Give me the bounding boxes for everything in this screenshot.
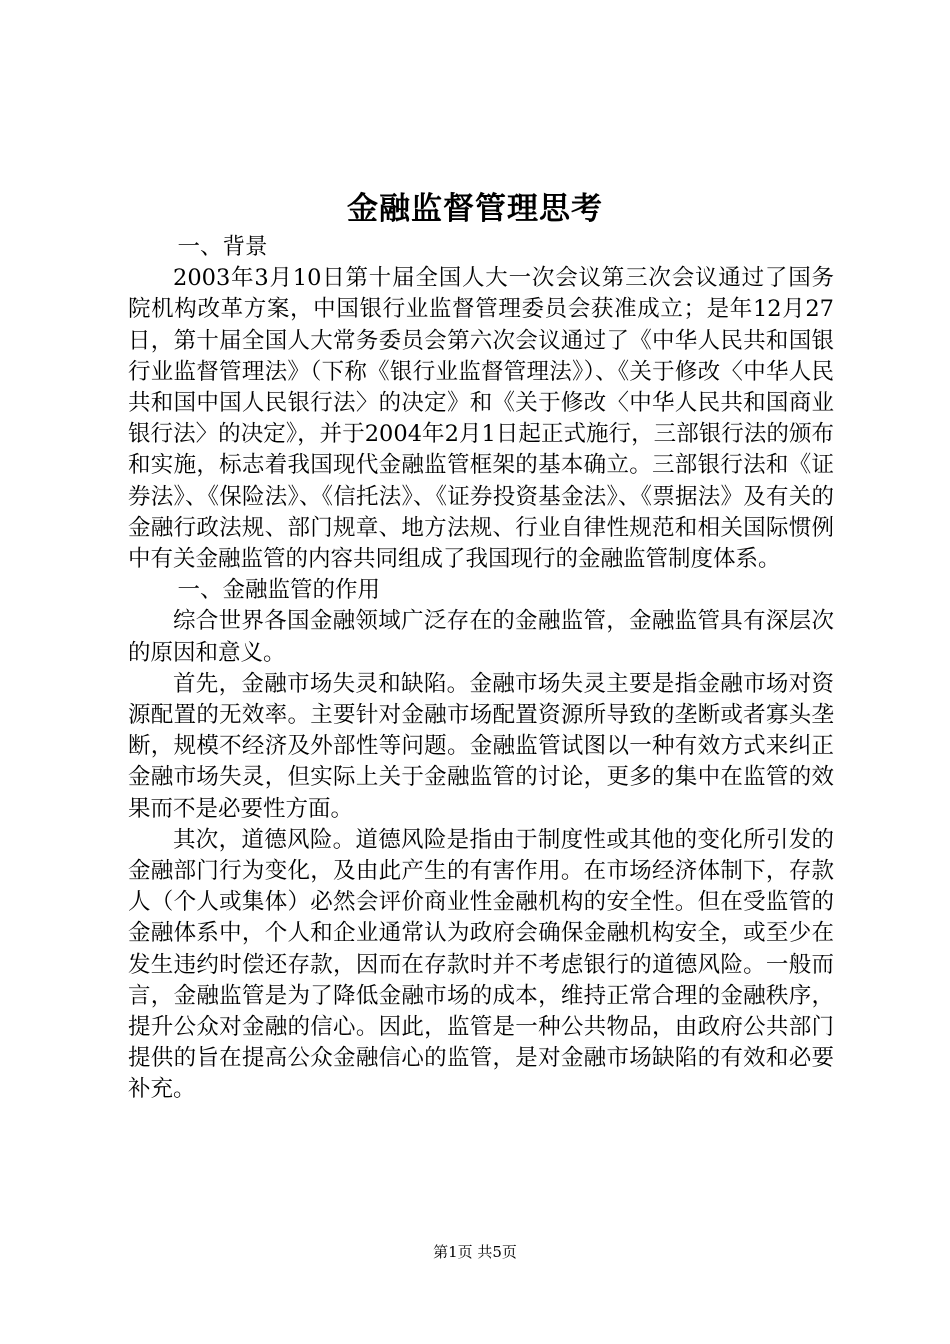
section-heading-background: 一、背景 xyxy=(177,234,268,260)
page-title: 金融监督管理思考 xyxy=(347,191,603,227)
paragraph-moral-hazard: 其次，道德风险。道德风险是指由于制度性或其他的变化所引发的金融部门行为变化，及由此产生的有害作用。在市场经济体制下，存款人（个人或集体）必然会评价商业性金融机构的安全性。但在受监管的金融体系中，个人和企业通常认为政府会确保金融机构安全，或至少在发生违约时偿还存款，因而在存款时并不考虑银行的道德风险。一般而言，金融监管是为了降低金融市场的成本，维持正常合理的金融秩序，提升公众对金融的信心。因此，监管是一种公共物品，由政府公共部门提供的旨在提高公众金融信心的监管，是对金融市场缺陷的有效和必要补充。 xyxy=(128,826,834,1103)
paragraph-market-failure: 首先，金融市场失灵和缺陷。金融市场失灵主要是指金融市场对资源配置的无效率。主要针对金融市场配置资源所导致的垄断或者寡头垄断，规模不经济及外部性等问题。金融监管试图以一种有效方式来纠正金融市场失灵，但实际上关于金融监管的讨论，更多的集中在监管的效果而不是必要性方面。 xyxy=(128,670,834,822)
paragraph-background: 2003年3月10日第十届全国人大一次会议第三次会议通过了国务院机构改革方案，中国银行业监督管理委员会获准成立；是年12月27日，第十届全国人大常务委员会第六次会议通过了《中华人民共和国银行业监督管理法》（下称《银行业监督管理法》）、《关于修改〈中华人民共和国中国人民银行法〉的决定》和《关于修改〈中华人民共和国商业银行法〉的决定》，并于2004年2月1日起正式施行，三部银行法的颁布和实施，标志着我国现代金融监管框架的基本确立。三部银行法和《证券法》、《保险法》、《信托法》、《证券投资基金法》、《票据法》及有关的金融行政法规、部门规章、地方法规、行业自律性规范和相关国际惯例中有关金融监管的内容共同组成了我国现行的金融监管制度体系。 xyxy=(128,265,834,573)
paragraph-intro: 综合世界各国金融领域广泛存在的金融监管，金融监管具有深层次的原因和意义。 xyxy=(128,608,834,666)
document-body xyxy=(128,232,834,1106)
page-footer: 第1页 共5页 xyxy=(433,1243,517,1261)
section-heading-role: 一、金融监管的作用 xyxy=(177,577,381,604)
